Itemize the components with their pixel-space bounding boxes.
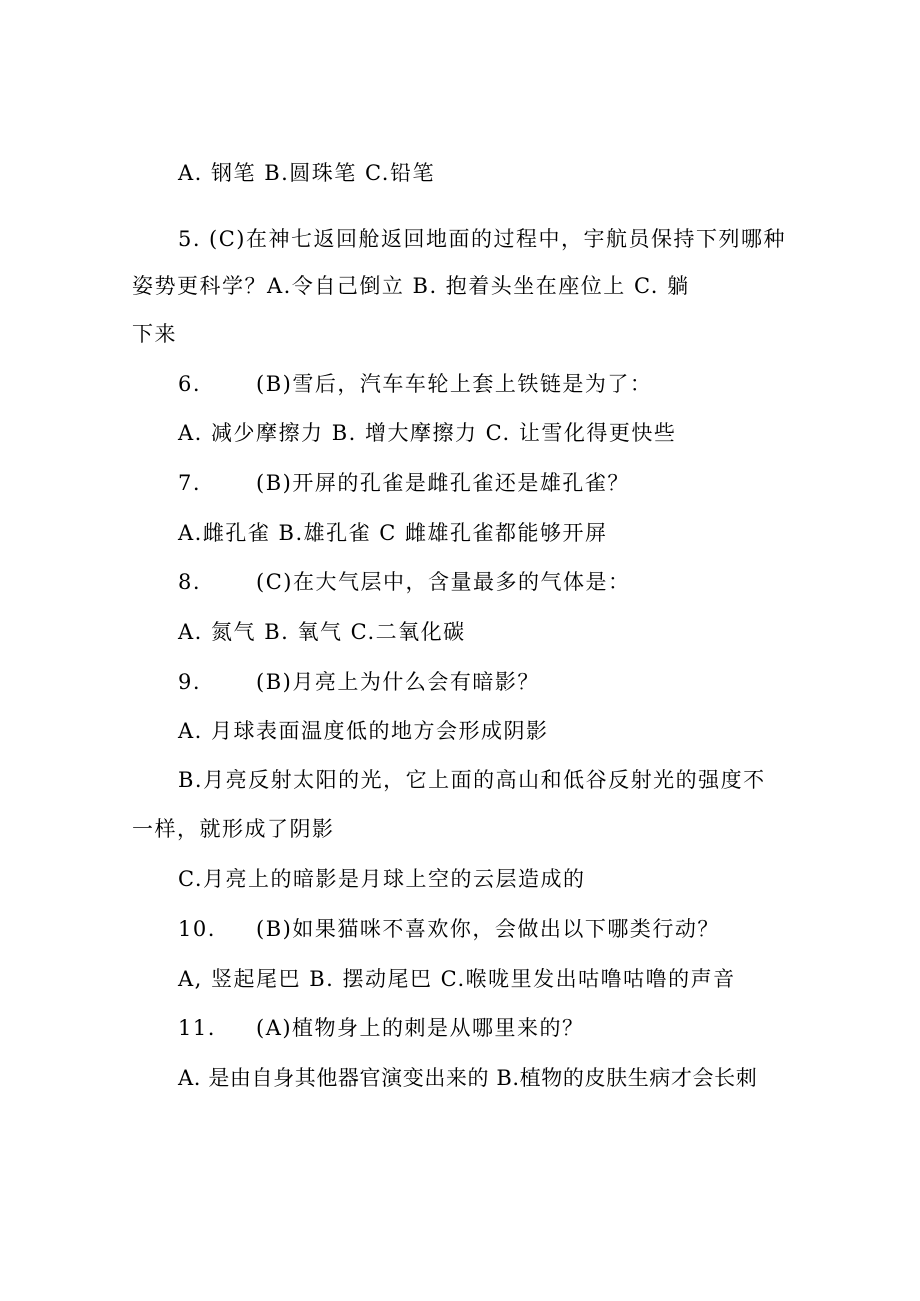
- q8-stem: [178, 567, 630, 597]
- q7-stem: [178, 468, 630, 498]
- q9-option-c: [178, 864, 586, 894]
- option-text: A. 是由自身其他器官演变出来的 B.植物的皮肤生病才会长刺: [178, 1066, 758, 1090]
- q9-option-b-continued: [132, 814, 335, 844]
- q9-stem: [178, 667, 540, 697]
- question-number: 7.: [178, 471, 202, 495]
- q9-option-b: [178, 765, 766, 795]
- option-text: A. 氮气 B. 氧气 C.二氧化碳: [178, 620, 466, 644]
- option-text: B.月亮反射太阳的光，它上面的高山和低谷反射光的强度不: [178, 768, 766, 792]
- question-number: 6.: [178, 372, 202, 396]
- option-text: A.雌孔雀 B.雄孔雀 C 雌雄孔雀都能够开屏: [178, 521, 608, 545]
- option-text: A. 月球表面温度低的地方会形成阴影: [178, 719, 549, 743]
- q6-stem: [178, 369, 652, 399]
- q10-options: [178, 964, 736, 994]
- option-text: A, 竖起尾巴 B. 摆动尾巴 C.喉咙里发出咕噜咕噜的声音: [178, 967, 736, 991]
- question-text: (C)在大气层中，含量最多的气体是：: [256, 570, 631, 594]
- question-text: (B)雪后，汽车车轮上套上铁链是为了：: [256, 372, 653, 396]
- question-text: (B)开屏的孔雀是雌孔雀还是雄孔雀？: [256, 471, 630, 495]
- q4-options: [178, 158, 435, 188]
- option-text: A. 钢笔 B.圆珠笔 C.铅笔: [178, 161, 435, 185]
- question-number: 10.: [178, 917, 216, 941]
- q11-stem: [178, 1013, 585, 1043]
- q7-options: [178, 518, 608, 548]
- q5-stem-continued: [132, 271, 690, 301]
- q11-options: [178, 1063, 757, 1093]
- question-number: 5.: [178, 227, 202, 251]
- question-text: 下来: [132, 322, 177, 346]
- question-text: (A)植物身上的刺是从哪里来的？: [256, 1016, 585, 1040]
- option-text: A. 减少摩擦力 B. 增大摩擦力 C. 让雪化得更快些: [178, 421, 677, 445]
- option-text: 一样，就形成了阴影: [132, 817, 335, 841]
- question-text: (B)月亮上为什么会有暗影？: [256, 670, 540, 694]
- question-number: 8.: [178, 570, 202, 594]
- question-number: 11.: [178, 1016, 216, 1040]
- option-text: C.月亮上的暗影是月球上空的云层造成的: [178, 867, 586, 891]
- question-text: 姿势更科学？A.令自己倒立 B. 抱着头坐在座位上 C. 躺: [132, 274, 690, 298]
- q9-option-a: [178, 716, 549, 746]
- q8-options: [178, 617, 466, 647]
- question-text: (C)在神七返回舱返回地面的过程中，宇航员保持下列哪种: [209, 227, 786, 251]
- q5-stem-continued: [132, 319, 177, 349]
- q6-options: [178, 418, 676, 448]
- question-text: (B)如果猫咪不喜欢你，会做出以下哪类行动？: [256, 917, 720, 941]
- question-number: 9.: [178, 670, 202, 694]
- q10-stem: [178, 914, 720, 944]
- q5-stem: [178, 224, 786, 254]
